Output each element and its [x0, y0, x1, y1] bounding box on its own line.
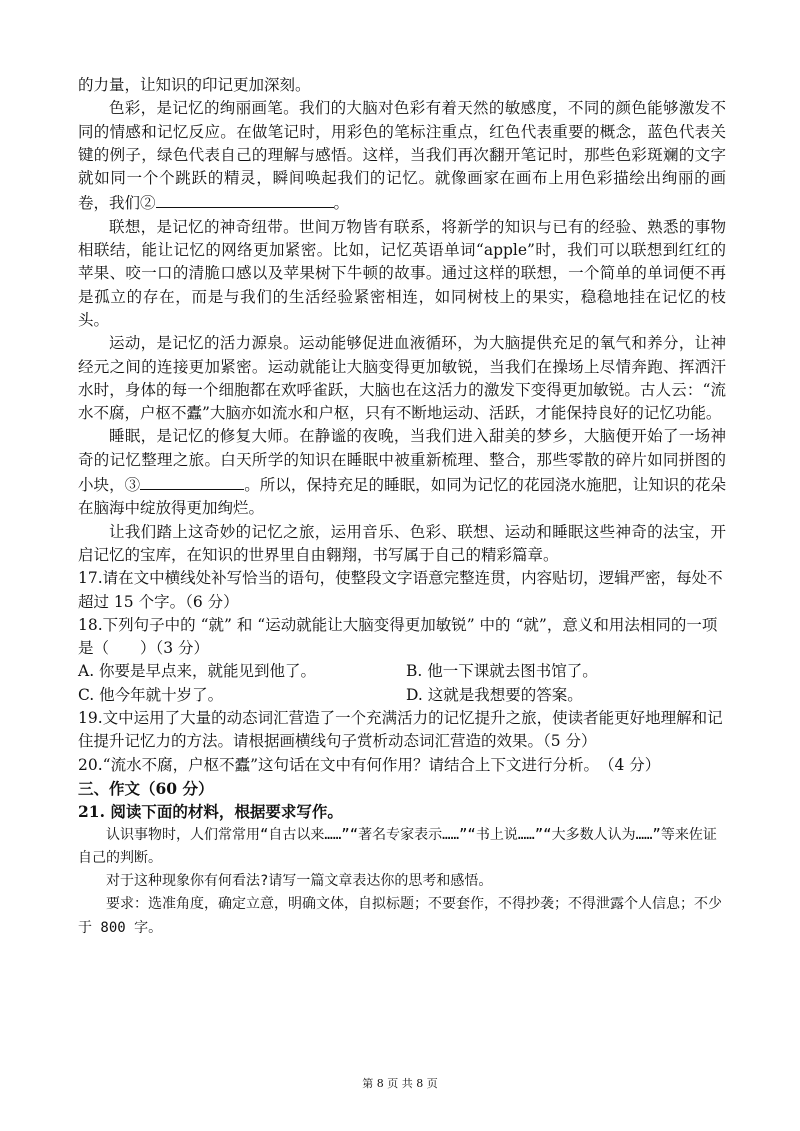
- paragraph-sleep-text: 睡眠，是记忆的修复大师。在静谧的夜晚，当我们进入甜美的梦乡，大脑便开始了一场神奇的记忆整理之旅。白天所学的知识在睡眠中被重新梳理、整合，那些零散的碎片如同拼图的小块，③: [78, 427, 726, 495]
- passage-paragraph-association: 联想，是记忆的神奇纽带。世间万物皆有联系，将新学的知识与已有的经验、熟悉的事物相联结，能让记忆的网络更加紧密。比如，记忆英语单词“apple”时，我们可以联想到红红的苹果、咬一口的清脆口感以及苹果树下牛顿的故事。通过这样的联想，一个简单的单词便不再是孤立的存在，而是与我们的生活经验紧密相连，如同树枝上的果实，稳稳地挂在记忆的枝头。: [78, 217, 726, 329]
- page-content: [78, 74, 726, 940]
- question-18-options-row-2: [78, 684, 726, 707]
- section-3-heading: 三、作文（60 分）: [78, 778, 214, 798]
- passage-paragraph-conclusion: 让我们踏上这奇妙的记忆之旅，运用音乐、色彩、联想、运动和睡眠这些神奇的法宝，开启记忆的宝库，在知识的世界里自由翱翔，书写属于自己的精彩篇章。: [78, 522, 726, 564]
- paragraph-color-text: 色彩，是记忆的绚丽画笔。我们的大脑对色彩有着天然的敏感度，不同的颜色能够激发不同的情感和记忆反应。在做笔记时，用彩色的笔标注重点，红色代表重要的概念，蓝色代表关键的例子，绿色代表自己的理解与感悟。这样，当我们再次翻开笔记时，那些色彩斑斓的文字就如同一个个跳跃的精灵，瞬间唤起我们的记忆。就像画家在画布上用色彩描绘出绚丽的画卷，我们②: [78, 99, 726, 213]
- option-b[interactable]: B. 他一下课就去图书馆了。: [406, 662, 598, 681]
- passage-paragraph-color: [78, 97, 726, 215]
- question-17: 17.请在文中横线处补写恰当的语句，使整段文字语意完整连贯，内容贴切，逻辑严密，每处不超过 15 个字。（6 分）: [78, 569, 723, 611]
- passage-paragraph-sleep: [78, 425, 726, 520]
- question-18: 18.下列句子中的 “就” 和 “运动就能让大脑变得更加敏锐” 中的 “就”，意义和用法相同的一项是（ ）（3 分）: [78, 615, 718, 658]
- option-d[interactable]: D. 这就是我想要的答案。: [406, 685, 583, 704]
- passage-paragraph-0: 的力量，让知识的印记更加深刻。: [78, 76, 311, 94]
- question-18-options-row-1: [78, 660, 726, 683]
- paragraph-sleep-end: 。所以，保持充足的睡眠，如同为记忆的花园浇水施肥，让知识的花朵在脑海中绽放得更加绚烂。: [78, 476, 726, 518]
- essay-material-2: 对于这种现象你有何看法?请写一篇文章表达你的思考和感悟。: [106, 873, 493, 890]
- question-20: 20.“流水不腐，户枢不蠹”这句话在文中有何作用？请结合上下文进行分析。 （4 分）: [78, 755, 661, 774]
- option-c[interactable]: C. 他今年就十岁了。: [78, 685, 224, 704]
- paragraph-color-end: 。: [333, 194, 350, 213]
- passage-paragraph-sport: 运动，是记忆的活力源泉。运动能够促进血液循环，为大脑提供充足的氧气和养分，让神经元之间的连接更加紧密。运动就能让大脑变得更加敏锐，当我们在操场上尽情奔跑、挥洒汗水时，身体的每一个细胞都在欢呼雀跃，大脑也在这活力的激发下变得更加敏锐。古人云：“流水不腐，户枢不蠹”大脑亦如流水和户枢，只有不断地运动、活跃，才能保持良好的记忆功能。: [78, 334, 726, 423]
- option-a[interactable]: A. 你要是早点来，就能见到他了。: [78, 662, 317, 681]
- question-19: 19.文中运用了大量的动态词汇营造了一个充满活力的记忆提升之旅，使读者能更好地理解和记住提升记忆力的方法。请根据画横线句子赏析动态词汇营造的效果。（5 分）: [78, 709, 723, 751]
- fill-blank-2[interactable]: [156, 190, 334, 208]
- essay-material-1: 认识事物时，人们常常用“自古以来……”“著名专家表示……”“书上说……”“大多数人认为……”等来佐证自己的判断。: [78, 826, 717, 866]
- question-21: 21. 阅读下面的材料，根据要求写作。: [78, 802, 343, 822]
- essay-requirements: 要求：选准角度，确定立意，明确文体，自拟标题；不要套作，不得抄袭；不得泄露个人信息；不少于 800 字。: [78, 896, 722, 936]
- page-number-footer: 第 8 页 共 8 页: [362, 1077, 438, 1090]
- fill-blank-3[interactable]: [140, 472, 244, 490]
